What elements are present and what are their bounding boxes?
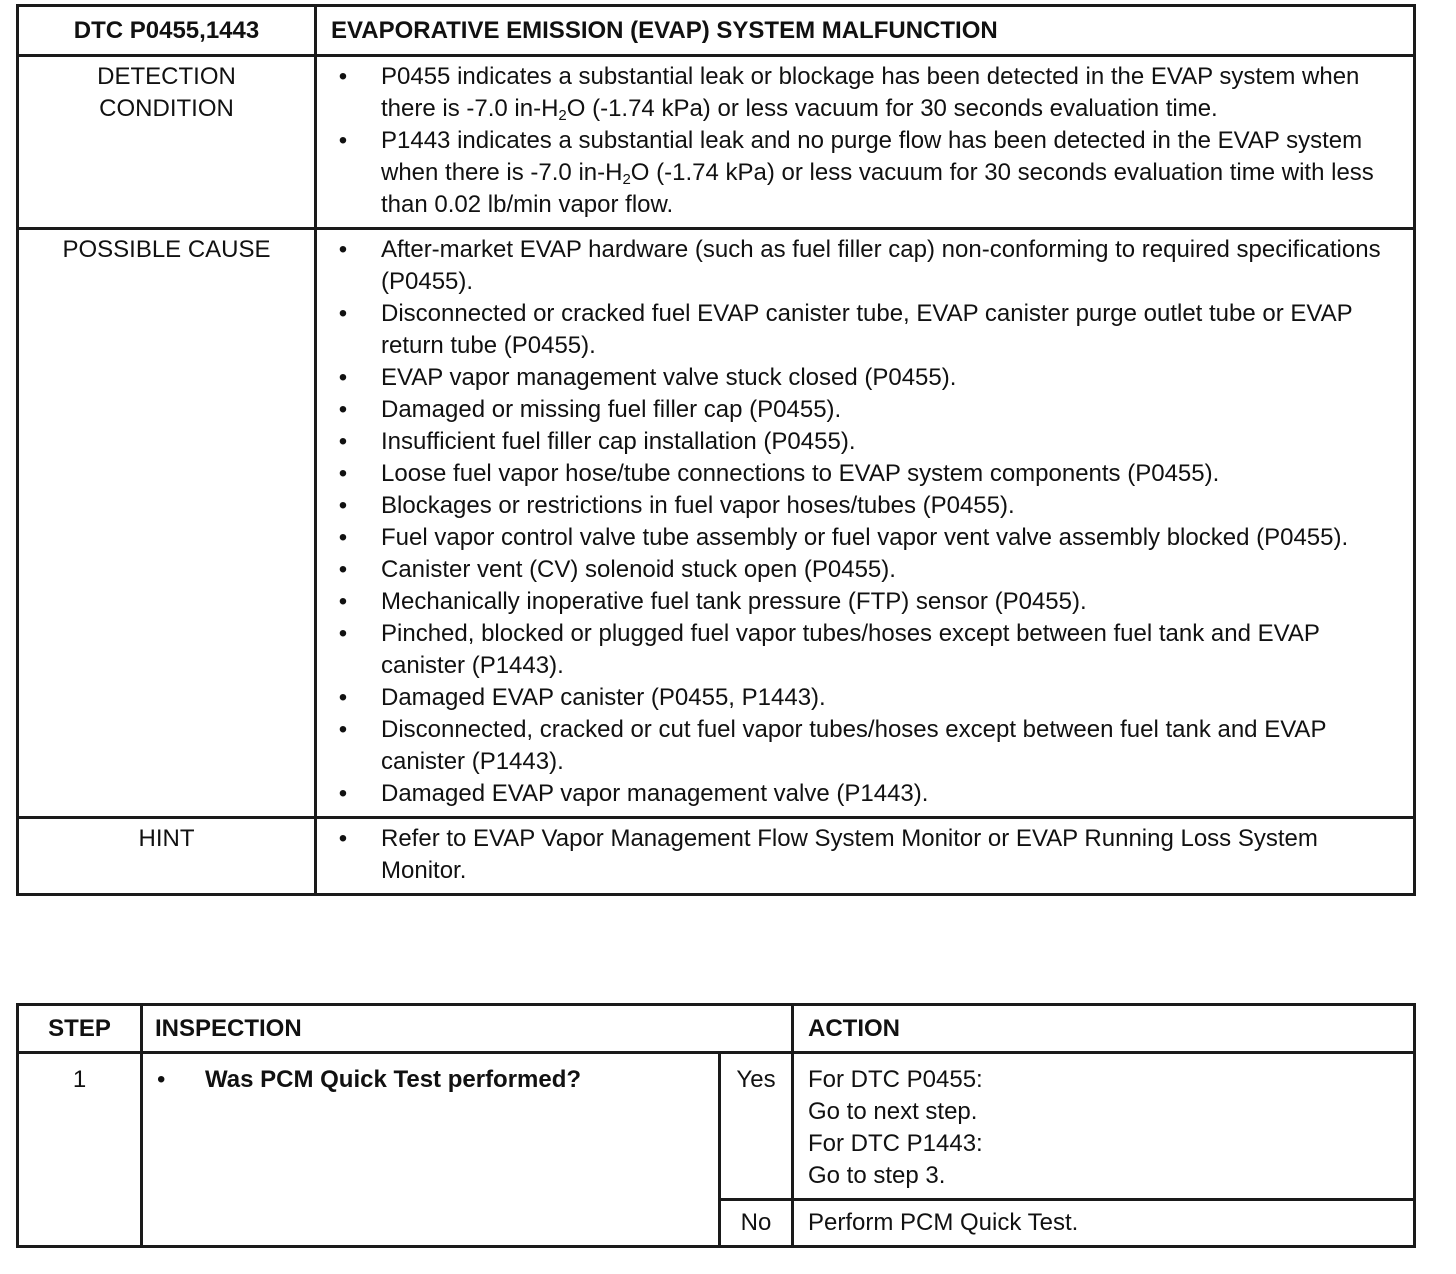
possible-cause-row	[18, 229, 1415, 818]
yes-action-line: For DTC P0455:	[808, 1066, 983, 1093]
hint-body	[316, 818, 1415, 895]
list-item	[331, 823, 1403, 887]
inspection-question: Was PCM Quick Test performed?	[205, 1066, 582, 1093]
cause-text: EVAP vapor management valve stuck closed (P0455).	[381, 364, 957, 391]
list-item	[331, 778, 1403, 810]
dtc-title: EVAPORATIVE EMISSION (EVAP) SYSTEM MALFUNCTION	[316, 6, 1415, 56]
bullet-icon: •	[338, 780, 348, 807]
cause-text: Damaged or missing fuel filler cap (P0455).	[381, 396, 842, 423]
bullet-icon: •	[338, 236, 348, 263]
detection-label-line1: DETECTION	[97, 63, 236, 90]
list-item	[331, 458, 1403, 490]
possible-cause-body	[316, 229, 1415, 818]
bullet-icon: •	[338, 63, 348, 90]
cause-text: Fuel vapor control valve tube assembly or fuel vapor vent valve assembly blocked (P0455).	[381, 524, 1349, 551]
bullet-icon: •	[338, 684, 348, 711]
cause-text: Pinched, blocked or plugged fuel vapor tubes/hoses except between fuel tank and EVAP canister (P1443).	[381, 620, 1320, 679]
cause-text: Insufficient fuel filler cap installation (P0455).	[381, 428, 856, 455]
list-item	[331, 125, 1403, 221]
step-table	[16, 1003, 1416, 1248]
list-item	[331, 714, 1403, 778]
no-action: Perform PCM Quick Test.	[793, 1200, 1415, 1247]
possible-cause-list	[331, 234, 1403, 810]
yes-action-line: For DTC P1443:	[808, 1130, 983, 1157]
no-label: No	[720, 1200, 793, 1247]
yes-action	[793, 1053, 1415, 1200]
list-item	[331, 234, 1403, 298]
detection-label-line2: CONDITION	[99, 95, 234, 122]
hint-text: Refer to EVAP Vapor Management Flow System Monitor or EVAP Running Loss System Monitor.	[381, 825, 1318, 884]
bullet-icon: •	[338, 492, 348, 519]
cause-text: Damaged EVAP vapor management valve (P1443).	[381, 780, 929, 807]
list-item	[331, 682, 1403, 714]
list-item	[331, 586, 1403, 618]
yes-action-line: Go to step 3.	[808, 1162, 946, 1189]
bullet-icon: •	[338, 620, 348, 647]
cause-text: Loose fuel vapor hose/tube connections to EVAP system components (P0455).	[381, 460, 1220, 487]
yes-label: Yes	[720, 1053, 793, 1200]
bullet-icon: •	[338, 300, 348, 327]
step-header-row	[18, 1005, 1415, 1053]
bullet-icon: •	[338, 716, 348, 743]
cause-text: Disconnected or cracked fuel EVAP canister tube, EVAP canister purge outlet tube or EVAP return tube (P0455).	[381, 300, 1353, 359]
dtc-code-label: DTC P0455,1443	[18, 6, 316, 56]
bullet-icon: •	[338, 396, 348, 423]
hint-row	[18, 818, 1415, 895]
list-item	[331, 426, 1403, 458]
yes-action-line: Go to next step.	[808, 1098, 978, 1125]
detection-label	[18, 56, 316, 229]
table-row	[18, 1053, 1415, 1200]
inspection-column-header: INSPECTION	[142, 1005, 793, 1053]
cause-text: Disconnected, cracked or cut fuel vapor tubes/hoses except between fuel tank and EVAP canister (P1443).	[381, 716, 1327, 775]
list-item	[331, 362, 1403, 394]
step-number: 1	[18, 1053, 142, 1247]
bullet-icon: •	[338, 825, 348, 852]
bullet-icon: •	[338, 460, 348, 487]
cause-text: Blockages or restrictions in fuel vapor hoses/tubes (P0455).	[381, 492, 1015, 519]
list-item	[331, 522, 1403, 554]
list-item	[331, 554, 1403, 586]
bullet-icon: •	[338, 524, 348, 551]
action-column-header: ACTION	[793, 1005, 1415, 1053]
detection-row	[18, 56, 1415, 229]
list-item	[331, 618, 1403, 682]
detection-list	[331, 61, 1403, 221]
bullet-icon: •	[338, 364, 348, 391]
dtc-table	[16, 4, 1416, 896]
hint-list	[331, 823, 1403, 887]
list-item	[331, 394, 1403, 426]
bullet-icon: •	[338, 556, 348, 583]
step-column-header: STEP	[18, 1005, 142, 1053]
detection-b2-pre: P1443 indicates a substantial leak and no purge flow has been detected in the EVAP system when there is -7.0 in-H	[381, 127, 1363, 186]
cause-text: Mechanically inoperative fuel tank pressure (FTP) sensor (P0455).	[381, 588, 1087, 615]
list-item	[331, 298, 1403, 362]
bullet-icon: •	[338, 428, 348, 455]
bullet-icon: •	[338, 588, 348, 615]
cause-text: Canister vent (CV) solenoid stuck open (P0455).	[381, 556, 896, 583]
hint-label: HINT	[18, 818, 316, 895]
bullet-icon: •	[157, 1066, 166, 1093]
list-item	[331, 490, 1403, 522]
bullet-icon: •	[338, 127, 348, 154]
detection-b1-post: O (-1.74 kPa) or less vacuum for 30 seconds evaluation time.	[566, 95, 1218, 122]
detection-b1-sub: 2	[558, 107, 567, 124]
detection-b1-pre: P0455 indicates a substantial leak or blockage has been detected in the EVAP system when there is -7.0 in-H	[381, 63, 1360, 122]
dtc-header-row	[18, 6, 1415, 56]
cause-text: Damaged EVAP canister (P0455, P1443).	[381, 684, 826, 711]
possible-cause-label: POSSIBLE CAUSE	[18, 229, 316, 818]
cause-text: After-market EVAP hardware (such as fuel filler cap) non-conforming to required specifications (P0455).	[381, 236, 1381, 295]
detection-body	[316, 56, 1415, 229]
detection-b2-post: O (-1.74 kPa) or less vacuum for 30 seconds evaluation time with less than 0.02 lb/min vapor flow.	[381, 159, 1374, 218]
detection-b2-sub: 2	[622, 171, 631, 188]
list-item	[331, 61, 1403, 125]
inspection-cell	[142, 1053, 720, 1247]
